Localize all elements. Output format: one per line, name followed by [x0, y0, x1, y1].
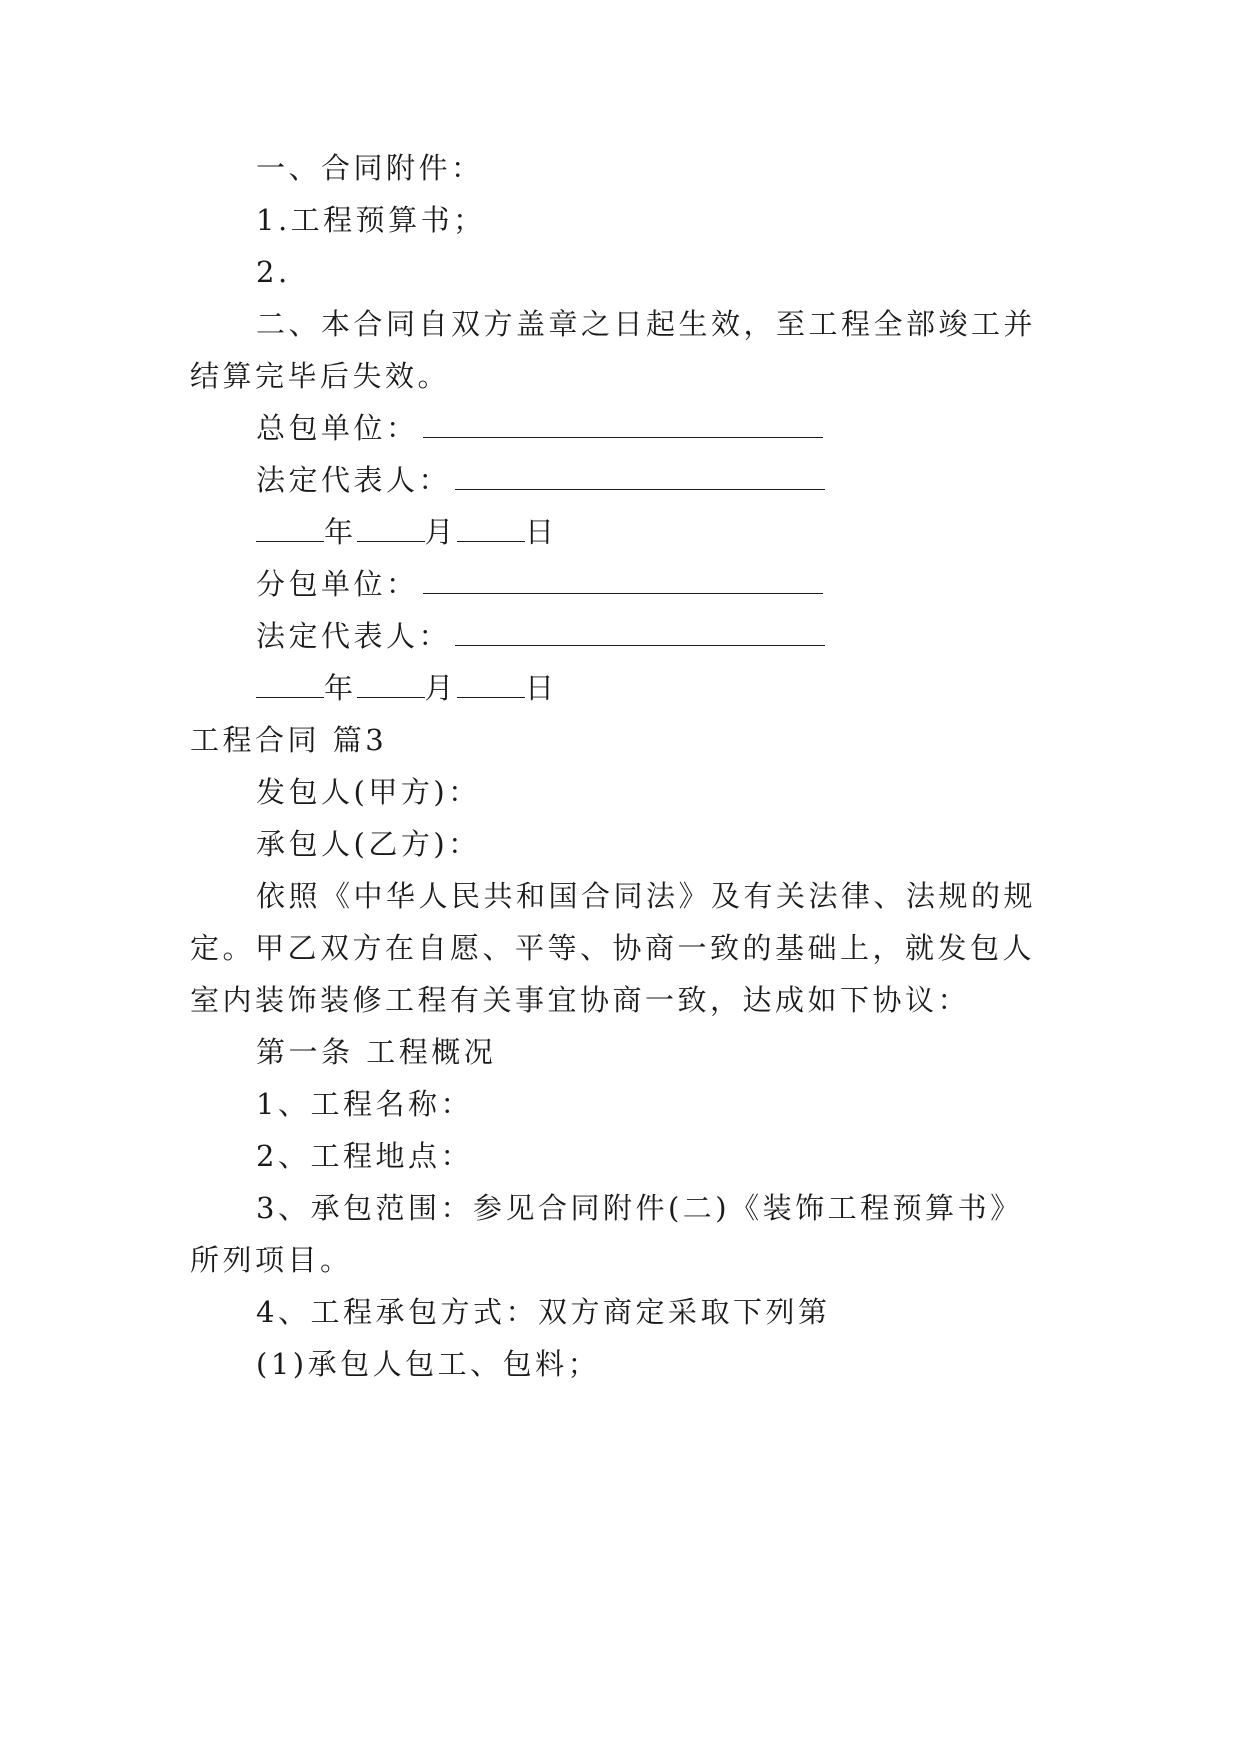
year-blank — [256, 669, 324, 698]
subcontractor-label: 分包单位： — [256, 567, 419, 601]
rep2-signature-line — [256, 616, 825, 656]
contractor-label: 总包单位： — [256, 411, 419, 445]
month-blank — [357, 669, 425, 698]
scope-item-line-1: 3、承包范围：参见合同附件(二)《装饰工程预算书》 — [256, 1191, 1023, 1225]
contract-method-item: 4、工程承包方式：双方商定采取下列第 — [256, 1295, 831, 1329]
subcontractor-signature-line — [256, 564, 823, 604]
effectiveness-clause-line-1: 二、本合同自双方盖章之日起生效，至工程全部竣工并 — [256, 307, 1037, 341]
day-label: 日 — [525, 515, 558, 549]
attachment-item-1: 1.工程预算书； — [256, 203, 486, 237]
date-line-2 — [256, 668, 558, 708]
day-blank — [457, 669, 525, 698]
contractor-blank — [423, 409, 823, 438]
day-blank — [457, 513, 525, 542]
contractor-signature-line — [256, 408, 823, 448]
contract-method-option-1: (1)承包人包工、包料； — [256, 1347, 601, 1381]
party-b: 承包人(乙方)： — [256, 827, 481, 861]
month-label: 月 — [424, 671, 458, 705]
subcontractor-blank — [423, 565, 823, 594]
project-name-item: 1、工程名称： — [256, 1087, 473, 1121]
effectiveness-clause-line-2: 结算完毕后失效。 — [190, 359, 451, 393]
month-label: 月 — [424, 515, 458, 549]
month-blank — [357, 513, 425, 542]
rep1-label: 法定代表人： — [256, 463, 452, 497]
rep1-blank — [455, 461, 825, 490]
year-label: 年 — [324, 515, 357, 549]
rep2-blank — [455, 617, 825, 646]
date-line-1 — [256, 512, 558, 552]
attachments-heading: 一、合同附件： — [256, 151, 484, 185]
article-1-heading: 第一条 工程概况 — [256, 1035, 497, 1069]
preamble-line-1: 依照《中华人民共和国合同法》及有关法律、法规的规 — [256, 879, 1037, 913]
rep2-label: 法定代表人： — [256, 619, 452, 653]
section-title: 工程合同 篇3 — [190, 723, 388, 757]
year-label: 年 — [324, 671, 357, 705]
party-a: 发包人(甲方)： — [256, 775, 481, 809]
attachment-item-2: 2. — [256, 255, 291, 289]
preamble-line-2: 定。甲乙双方在自愿、平等、协商一致的基础上，就发包人 — [190, 931, 1036, 965]
project-location-item: 2、工程地点： — [256, 1139, 473, 1173]
year-blank — [256, 513, 324, 542]
preamble-line-3: 室内装饰装修工程有关事宜协商一致，达成如下协议： — [190, 983, 971, 1017]
day-label: 日 — [525, 671, 558, 705]
rep1-signature-line — [256, 460, 825, 500]
scope-item-line-2: 所列项目。 — [190, 1243, 353, 1277]
